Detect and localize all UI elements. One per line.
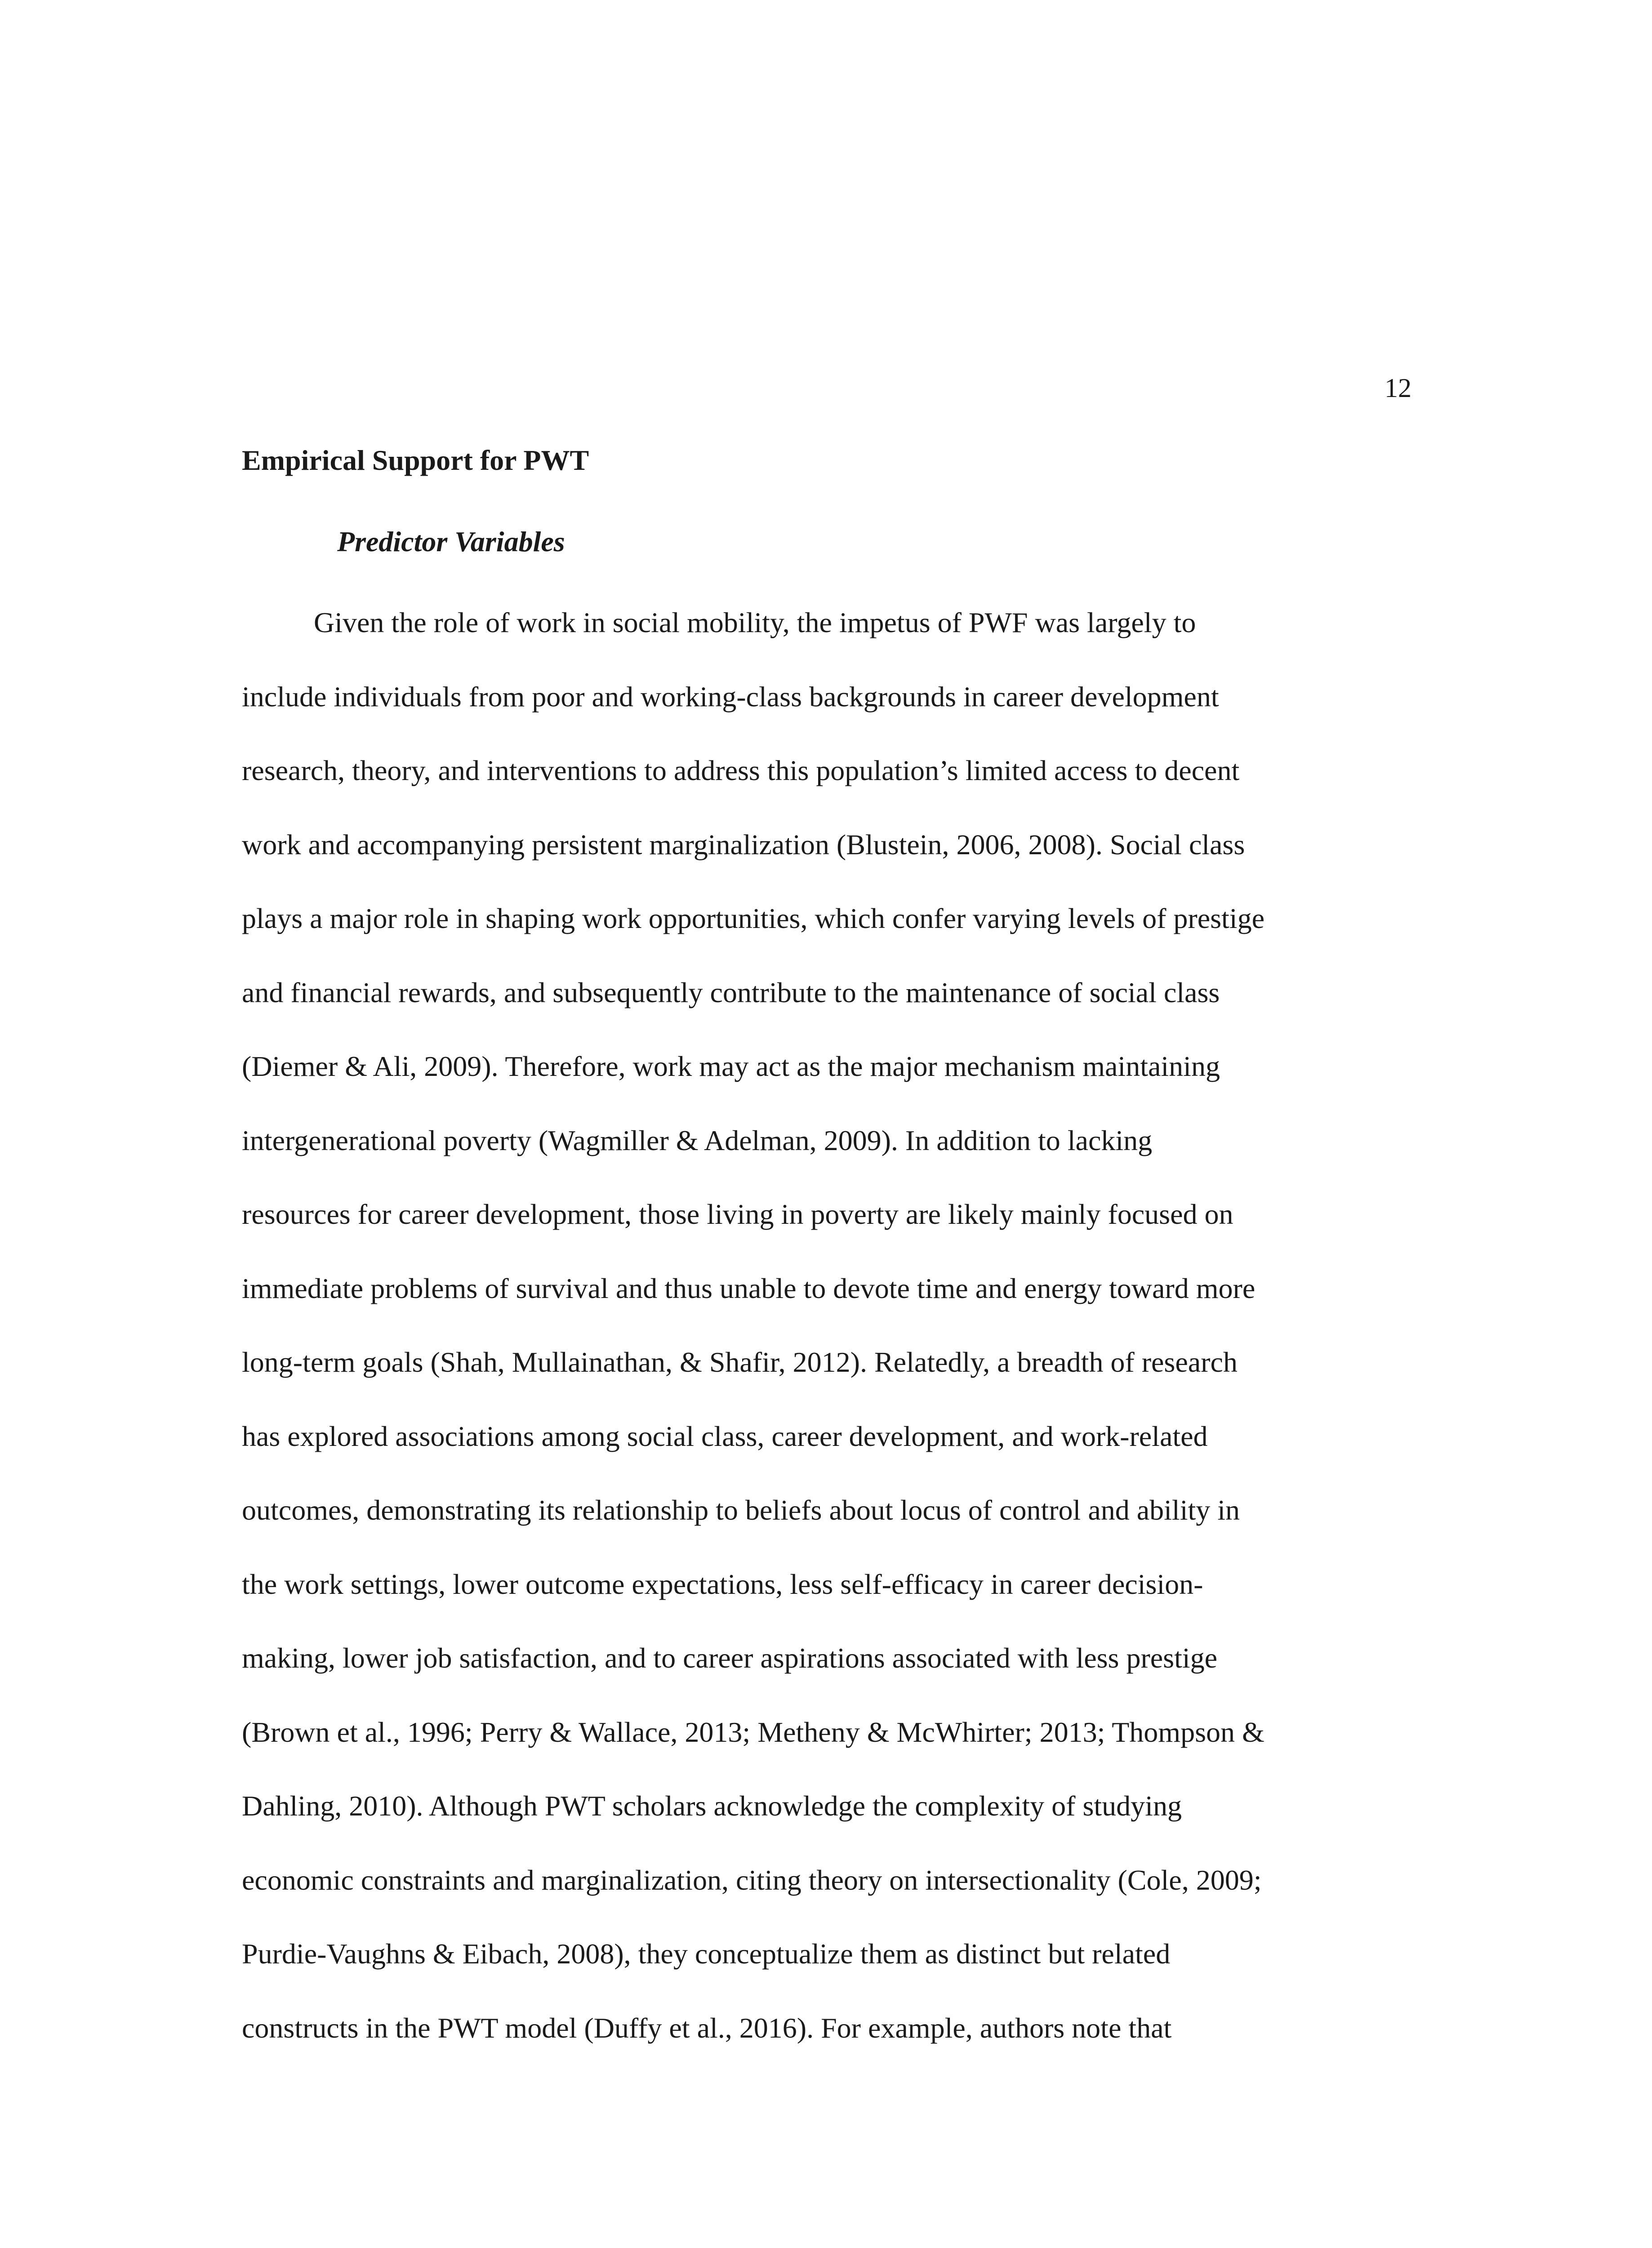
paragraph-line: economic constraints and marginalization, citing theory on intersectionality (Cole, 2009; [242,1864,1262,1896]
body-paragraph [242,596,1420,2075]
paragraph-line: and financial rewards, and subsequently contribute to the maintenance of social class [242,976,1220,1008]
paragraph-line: Given the role of work in social mobility, the impetus of PWF was largely to [242,607,1196,638]
paragraph-line: research, theory, and interventions to address this population’s limited access to decent [242,754,1240,786]
paragraph-line: work and accompanying persistent marginalization (Blustein, 2006, 2008). Social class [242,828,1245,861]
paragraph-line: making, lower job satisfaction, and to career aspirations associated with less prestige [242,1642,1218,1674]
paragraph-line: constructs in the PWT model (Duffy et al., 2016). For example, authors note that [242,2012,1172,2044]
paragraph-line: include individuals from poor and working-class backgrounds in career development [242,680,1219,713]
paragraph-line: (Brown et al., 1996; Perry & Wallace, 2013; Metheny & McWhirter; 2013; Thompson & [242,1716,1265,1748]
paragraph-line: outcomes, demonstrating its relationship to beliefs about locus of control and ability in [242,1494,1240,1526]
paragraph-line: the work settings, lower outcome expectations, less self-efficacy in career decision- [242,1568,1203,1600]
paragraph-line: (Diemer & Ali, 2009). Therefore, work may act as the major mechanism maintaining [242,1050,1220,1082]
paragraph-line: resources for career development, those living in poverty are likely mainly focused on [242,1198,1233,1230]
paragraph-line: plays a major role in shaping work opportunities, which confer varying levels of prestige [242,902,1265,934]
paragraph-line: intergenerational poverty (Wagmiller & Adelman, 2009). In addition to lacking [242,1124,1153,1156]
page-number: 12 [1385,373,1412,403]
paragraph-line: Purdie-Vaughns & Eibach, 2008), they conceptualize them as distinct but related [242,1938,1171,1970]
paragraph-line: has explored associations among social class, career development, and work-related [242,1420,1208,1452]
paragraph-line: immediate problems of survival and thus unable to devote time and energy toward more [242,1272,1256,1304]
paragraph-line: Dahling, 2010). Although PWT scholars acknowledge the complexity of studying [242,1790,1182,1822]
subsection-heading: Predictor Variables [337,526,565,558]
section-heading: Empirical Support for PWT [242,444,589,476]
paragraph-line: long-term goals (Shah, Mullainathan, & Shafir, 2012). Relatedly, a breadth of research [242,1346,1238,1378]
